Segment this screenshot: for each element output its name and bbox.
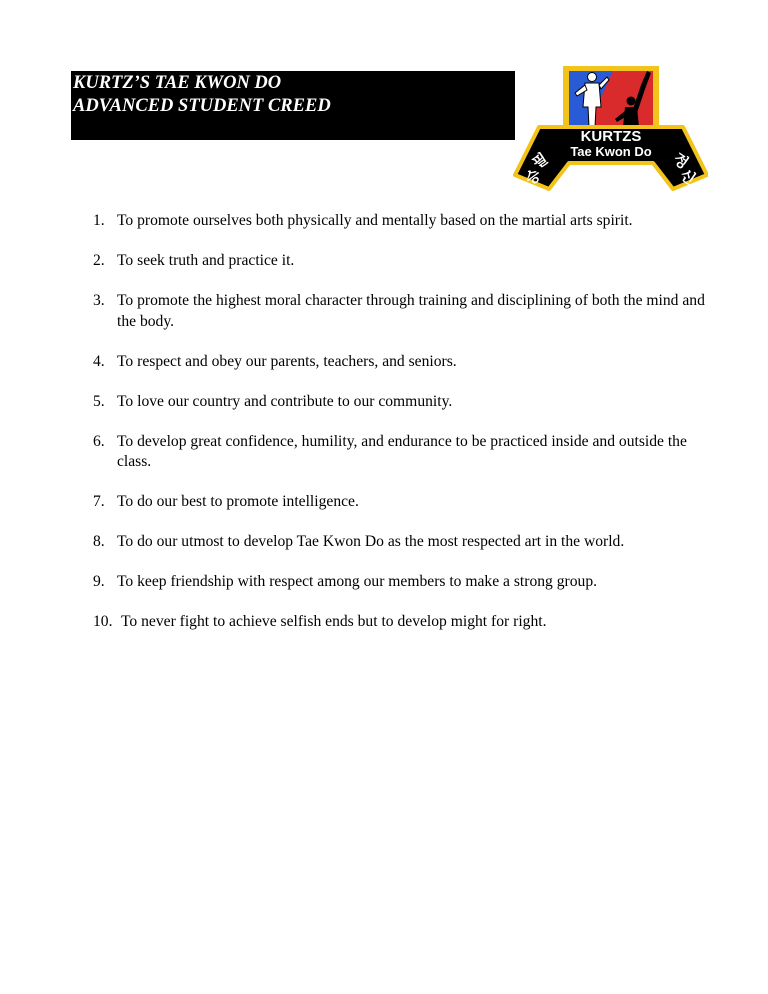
creed-item-10 xyxy=(93,612,713,633)
item-text: To keep friendship with respect among our members to make a strong group. xyxy=(117,573,598,590)
item-number: 4. xyxy=(93,352,105,370)
item-number: 6. xyxy=(93,432,105,450)
creed-item-4 xyxy=(93,352,713,373)
title-banner xyxy=(71,71,515,140)
creed-item-2 xyxy=(93,251,713,272)
creed-item-7 xyxy=(93,492,713,513)
creed-item-8 xyxy=(93,532,713,553)
creed-item-1 xyxy=(93,211,713,232)
svg-text:신: 신 xyxy=(676,165,699,189)
item-text: To do our best to promote intelligence. xyxy=(117,493,359,510)
item-number: 9. xyxy=(93,573,105,590)
logo-korean-right: 정 xyxy=(669,149,692,173)
creed-list xyxy=(93,211,713,652)
item-number: 5. xyxy=(93,392,105,410)
item-text: To never fight to achieve selfish ends but to develop might for right. xyxy=(121,613,547,630)
page-title: KURTZ’S TAE KWON DO xyxy=(73,73,282,93)
item-text: To develop great confidence, humility, and endurance to be practiced inside and outside the class. xyxy=(117,432,687,470)
creed-item-9 xyxy=(93,572,713,593)
item-number: 1. xyxy=(93,212,105,229)
logo-korean-left: 필 xyxy=(529,149,552,173)
kurtzs-taekwondo-logo-icon xyxy=(513,63,708,193)
item-number: 2. xyxy=(93,252,105,269)
item-number: 8. xyxy=(93,533,105,550)
item-text: To promote the highest moral character through training and disciplining of both the mind and the body. xyxy=(117,292,705,330)
item-number: 7. xyxy=(93,493,105,510)
item-text: To respect and obey our parents, teachers, and seniors. xyxy=(117,352,457,370)
item-number: 10. xyxy=(93,613,113,630)
svg-text:승: 승 xyxy=(522,165,545,189)
page-subtitle: ADVANCED STUDENT CREED xyxy=(73,96,331,116)
item-text: To love our country and contribute to our community. xyxy=(117,392,453,410)
creed-item-3 xyxy=(93,291,713,332)
item-number: 3. xyxy=(93,292,105,309)
item-text: To promote ourselves both physically and mentally based on the martial arts spirit. xyxy=(117,212,633,229)
creed-item-6 xyxy=(93,432,713,473)
item-text: To do our utmost to develop Tae Kwon Do as the most respected art in the world. xyxy=(117,533,625,550)
logo-text-bottom: Tae Kwon Do xyxy=(570,144,652,159)
logo-text-top: KURTZS xyxy=(580,128,642,145)
creed-item-5 xyxy=(93,392,713,413)
item-text: To seek truth and practice it. xyxy=(117,252,295,269)
